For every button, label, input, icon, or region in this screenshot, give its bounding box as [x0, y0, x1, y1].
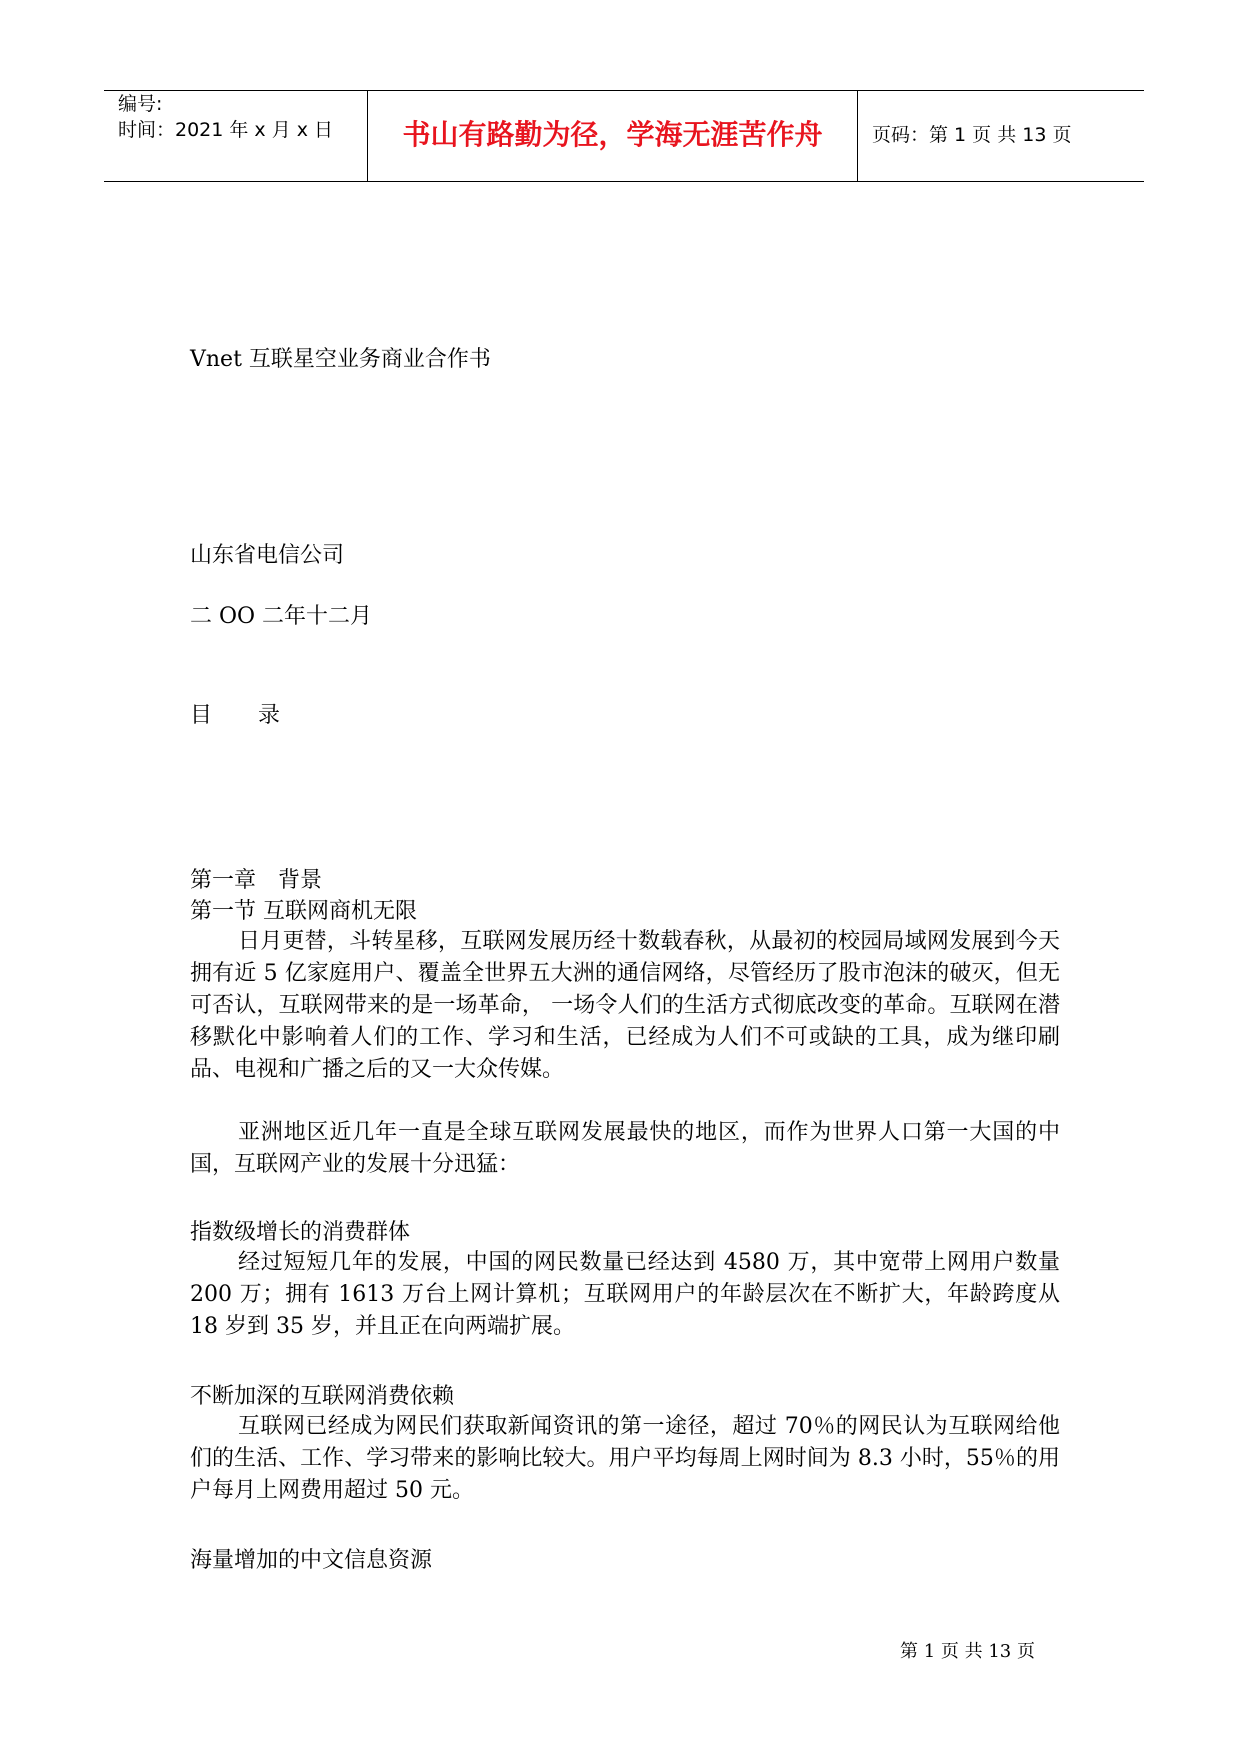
- chapter-heading: 第一章 背景: [190, 868, 323, 893]
- header-page-cell: [858, 91, 1144, 181]
- header-meta-cell: [104, 91, 368, 181]
- document-time-label: 时间：2021 年 x 月 x 日: [118, 119, 334, 141]
- paragraph-4: 互联网已经成为网民们获取新闻资讯的第一途径，超过 70％的网民认为互联网给他们的生活、工作、学习带来的影响比较大。用户平均每周上网时间为 8.3 小时，55％的用户每月上网费用超过 50 元。: [190, 1414, 1060, 1503]
- paragraph-3: 经过短短几年的发展，中国的网民数量已经达到 4580 万，其中宽带上网用户数量 200 万；拥有 1613 万台上网计算机；互联网用户的年龄层次在不断扩大，年龄跨度从 18 岁到 35 岁，并且正在向两端扩展。: [190, 1250, 1060, 1339]
- header-page-info: 页码：第 1 页 共 13 页: [872, 124, 1072, 146]
- subheading-resources: 海量增加的中文信息资源: [190, 1548, 433, 1573]
- paragraph-2: 亚洲地区近几年一直是全球互联网发展最快的地区，而作为世界人口第一大国的中国，互联网产业的发展十分迅猛：: [190, 1120, 1060, 1177]
- section-heading: 第一节 互联网商机无限: [190, 899, 417, 924]
- header-motto: 书山有路勤为径，学海无涯苦作舟: [402, 118, 823, 151]
- document-title: Vnet 互联星空业务商业合作书: [190, 347, 491, 372]
- page-footer: 第 1 页 共 13 页: [900, 1641, 1035, 1662]
- toc-heading-char-2: 录: [258, 703, 281, 728]
- paragraph-1: 日月更替，斗转星移，互联网发展历经十数载春秋，从最初的校园局域网发展到今天拥有近 5 亿家庭用户、覆盖全世界五大洲的通信网络，尽管经历了股市泡沫的破灭，但无可否认，互联网带来的是一场革命， 一场令人们的生活方式彻底改变的革命。互联网在潜移默化中影响着人们的工作、学习和生活，已经成为人们不可或缺的工具，成为继印刷品、电视和广播之后的又一大众传媒。: [190, 929, 1060, 1082]
- subheading-dependence: 不断加深的互联网消费依赖: [190, 1384, 455, 1409]
- document-number-label: 编号:: [118, 93, 163, 115]
- toc-heading: [190, 701, 280, 731]
- company-name: 山东省电信公司: [190, 543, 345, 568]
- document-header: [104, 90, 1144, 182]
- header-motto-cell: [368, 91, 858, 181]
- document-date: 二 OO 二年十二月: [190, 604, 373, 629]
- subheading-consumers: 指数级增长的消费群体: [190, 1220, 411, 1245]
- toc-heading-char-1: 目: [190, 703, 213, 728]
